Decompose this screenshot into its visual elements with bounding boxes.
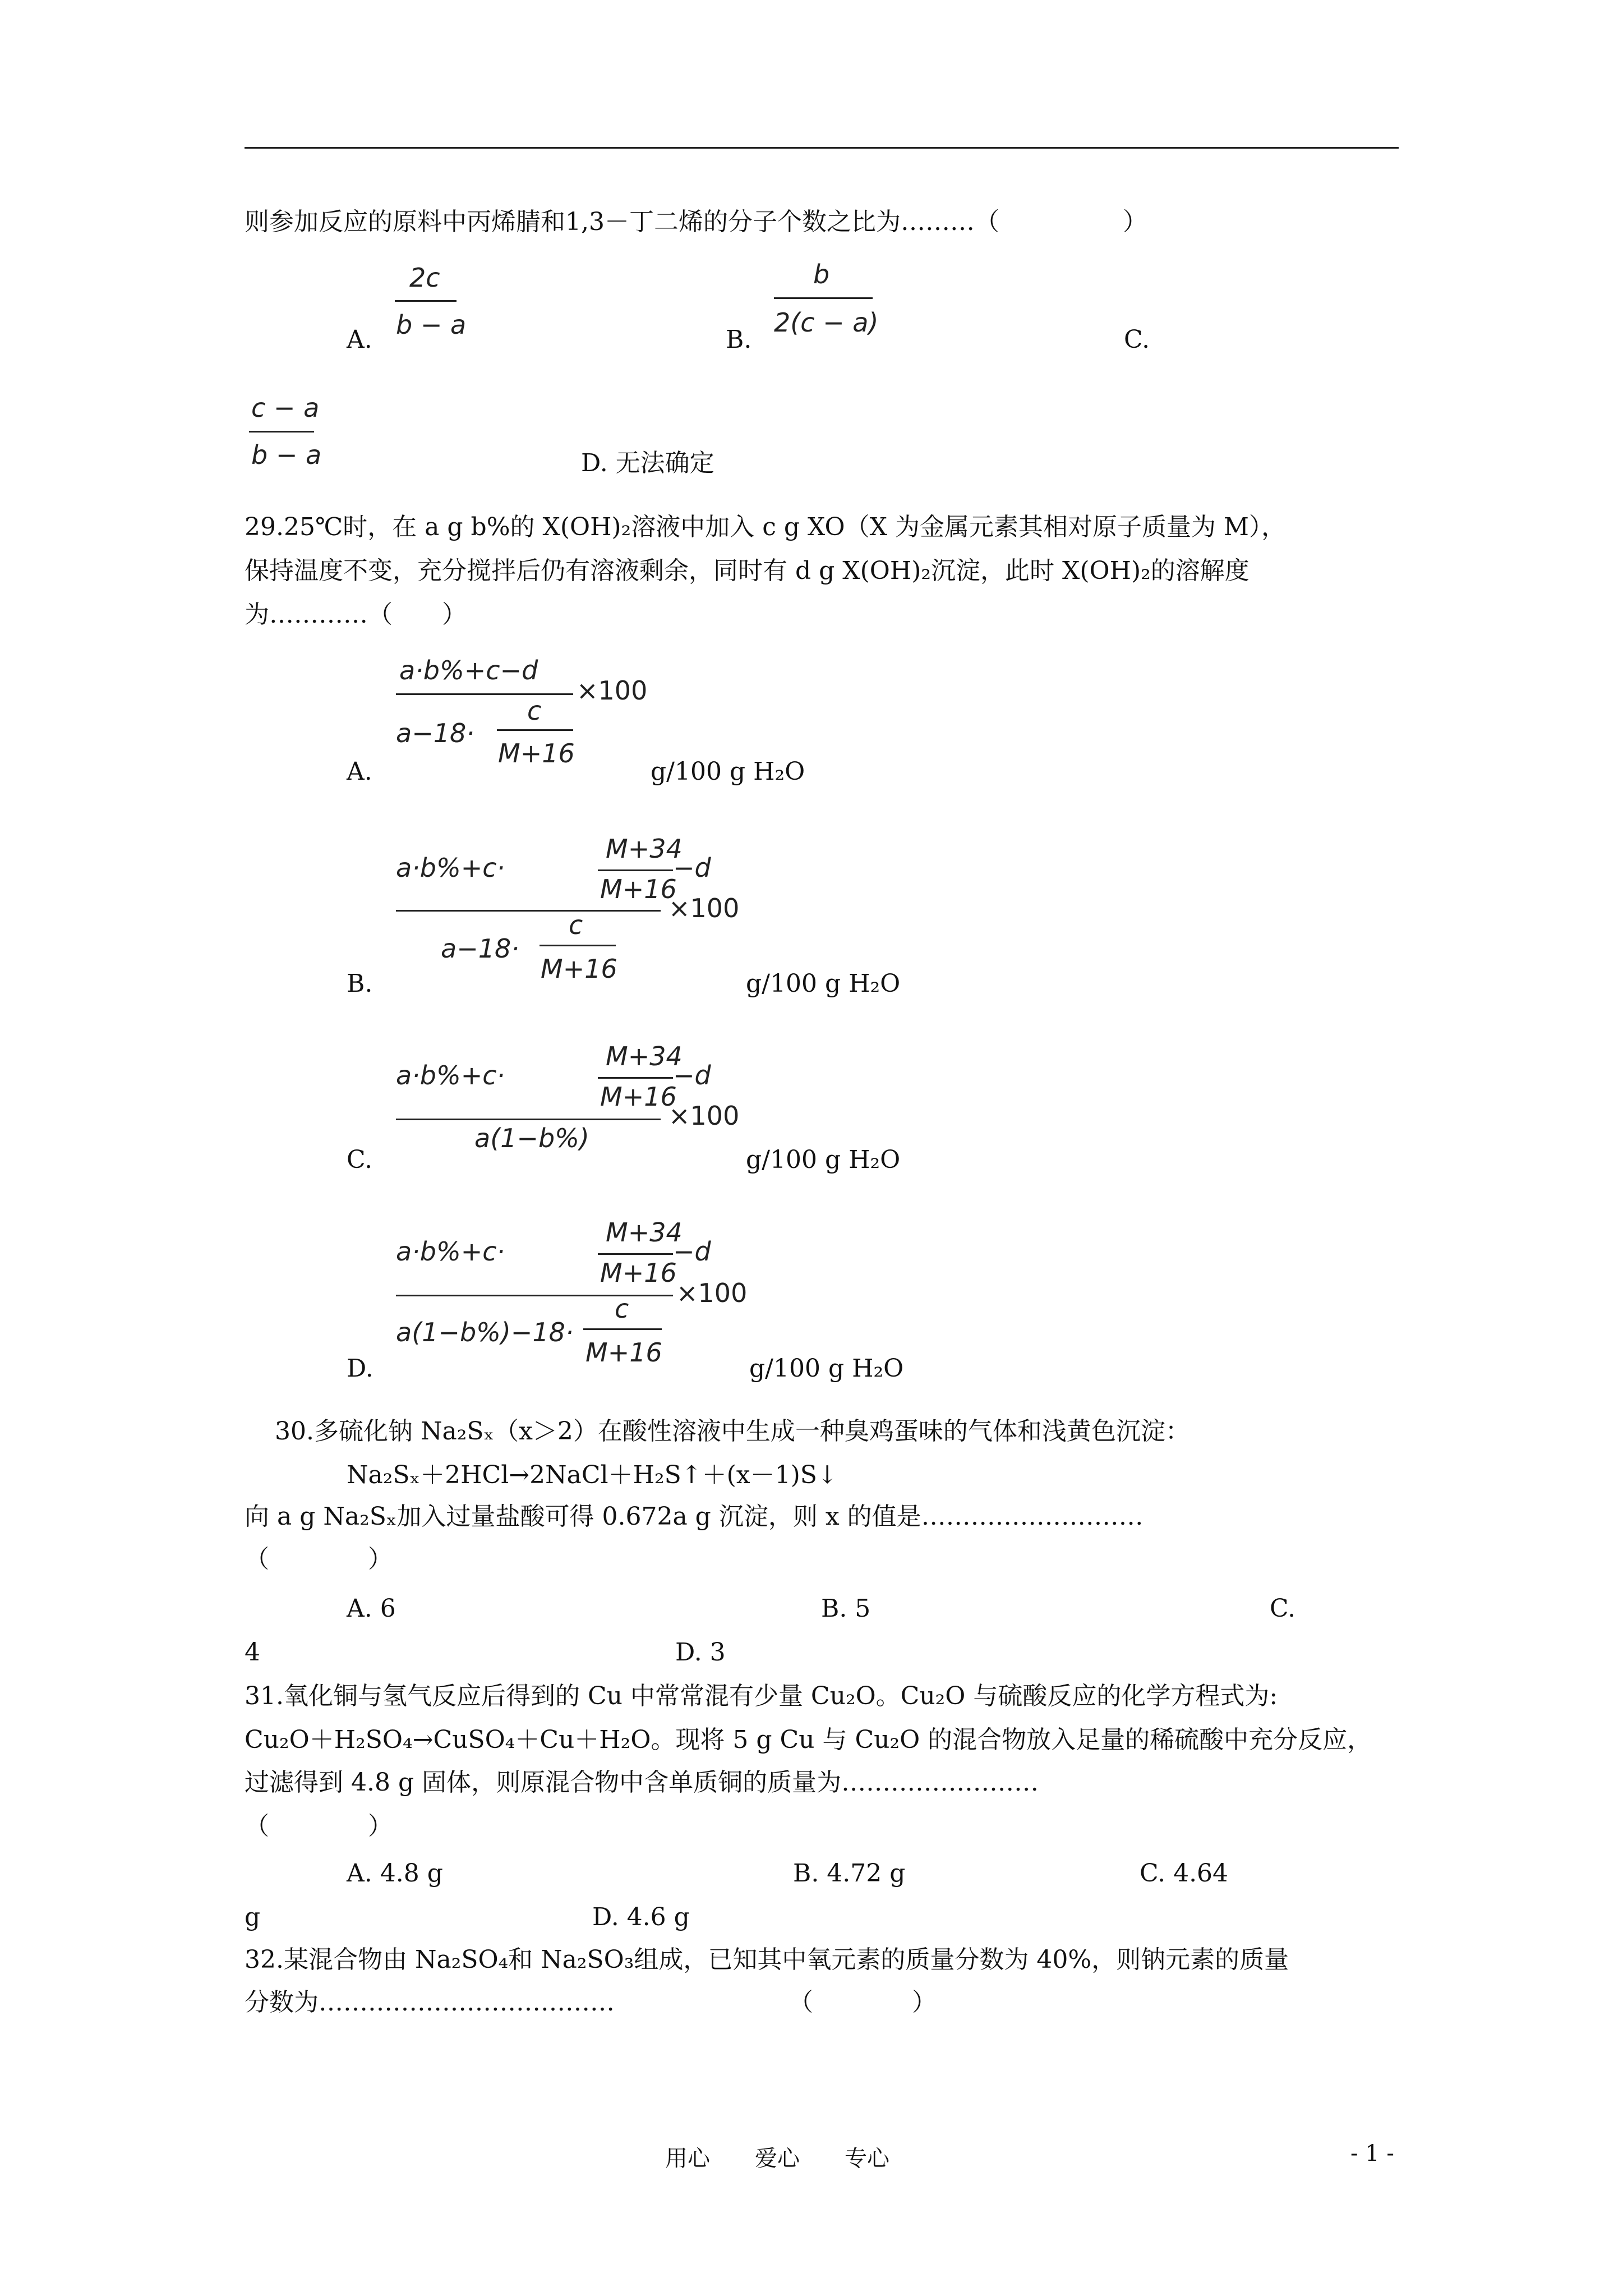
q29-option-b-mass-bar [598,869,673,871]
q29-option-c-label: C. [347,1145,373,1174]
q29-option-c-numerator-prefix: a·b%+c· [396,1060,505,1091]
q30-option-d: D. 3 [675,1638,726,1667]
q29-option-a-unit: g/100 g H₂O [651,757,805,786]
q29-option-d-inner-bar [583,1328,662,1330]
q29-option-d-inner-denominator: M+16 [585,1337,662,1368]
q31-stem-line-2: Cu₂O＋H₂SO₄→CuSO₄＋Cu＋H₂O。现将 5 g Cu 与 Cu₂O 的混合物放入足量的稀硫酸中充分反应， [245,1726,1372,1754]
q28-option-b-fraction-bar [774,297,873,299]
q31-stem-line-1: 31.氧化铜与氢气反应后得到的 Cu 中常常混有少量 Cu₂O。Cu₂O 与硫酸反应的化学方程式为: [245,1682,1278,1710]
q29-option-b-numerator-suffix: −d [673,853,711,883]
q29-option-b-inner-bar [540,945,616,946]
q29-option-b-mass-denominator: M+16 [600,874,677,904]
q31-option-c-continued: g [245,1903,261,1931]
q28-option-b-label: B. [726,325,752,354]
q28-option-c-fraction-bar [249,431,314,432]
q28-option-c-denominator: b − a [251,440,322,470]
q29-option-d-times100: ×100 [676,1278,748,1308]
q29-option-c-mass-bar [598,1077,673,1079]
q28-option-a-numerator: 2c [409,263,440,293]
q29-option-d-label: D. [347,1354,374,1383]
q29-option-d-main-bar [396,1295,673,1296]
q29-option-b-unit: g/100 g H₂O [746,969,901,998]
q32-stem-line-2: 分数为……………………………… [245,1988,615,2017]
q29-stem-line-1: 29.25℃时，在 a g b%的 X(OH)₂溶液中加入 c g XO（X 为金属元素其相对原子质量为 M）， [245,513,1286,541]
q29-option-d-numerator-suffix: −d [673,1236,711,1267]
q30-answer-paren: （ ） [245,1545,393,1573]
q28-option-a-fraction-bar [395,300,457,302]
q30-stem-line-1: 30.多硫化钠 Na₂Sₓ（x＞2）在酸性溶液中生成一种臭鸡蛋味的气体和浅黄色沉淀： [275,1417,1190,1446]
q28-option-d: D. 无法确定 [581,449,714,477]
q29-option-a-inner-bar [497,729,573,731]
intro-text: 则参加反应的原料中丙烯腈和1,3－丁二烯的分子个数之比为………（ ） [245,208,1147,236]
q29-option-a-inner-denominator: M+16 [498,738,575,769]
q28-option-c-numerator: c − a [251,393,320,423]
q32-stem-line-1: 32.某混合物由 Na₂SO₄和 Na₂SO₃组成，已知其中氧元素的质量分数为 40%，则钠元素的质量 [245,1945,1289,1974]
header-rule [245,147,1399,149]
q28-option-b-numerator: b [813,259,830,289]
page-number: - 1 - [1350,2141,1394,2166]
q30-option-c: C. [1270,1594,1296,1623]
q29-option-c-denominator: a(1−b%) [474,1123,589,1153]
q31-answer-paren: （ ） [245,1812,393,1841]
q29-option-d-inner-numerator: c [615,1294,629,1324]
q30-option-c-continued: 4 [245,1638,260,1667]
q29-option-c-mass-numerator: M+34 [606,1041,683,1071]
q29-option-d-denominator-prefix: a(1−b%)−18· [396,1317,574,1347]
q31-stem-line-3: 过滤得到 4.8 g 固体，则原混合物中含单质铜的质量为…………………… [245,1768,1039,1797]
q31-option-b: B. 4.72 g [793,1859,906,1888]
footer-motto: 用心 爱心 专心 [665,2146,889,2171]
q29-option-a-main-bar [396,693,573,695]
q29-option-d-mass-bar [598,1253,673,1255]
q29-option-b-times100: ×100 [668,893,740,923]
q30-option-b: B. 5 [821,1594,871,1623]
q29-option-a-label: A. [347,757,372,786]
q28-option-c-label: C. [1124,325,1150,354]
q30-equation: Na₂Sₓ＋2HCl→2NaCl＋H₂S↑＋(x－1)S↓ [347,1461,838,1489]
q29-option-a-inner-numerator: c [527,696,542,726]
q29-option-d-mass-numerator: M+34 [606,1217,683,1248]
q29-option-c-main-bar [396,1119,661,1120]
q29-option-d-numerator-prefix: a·b%+c· [396,1236,505,1267]
q29-option-c-times100: ×100 [668,1101,740,1131]
q29-option-a-times100: ×100 [577,675,648,706]
q31-option-d: D. 4.6 g [592,1903,690,1931]
q30-stem-line-3: 向 a g Na₂Sₓ加入过量盐酸可得 0.672a g 沉淀，则 x 的值是……………………… [245,1502,1144,1531]
q29-option-c-unit: g/100 g H₂O [746,1145,901,1174]
q29-option-d-mass-denominator: M+16 [600,1258,677,1288]
q29-option-b-mass-numerator: M+34 [606,834,683,864]
q32-answer-paren: （ ） [789,1988,937,2017]
q29-option-c-numerator-suffix: −d [673,1060,711,1091]
q29-option-b-denominator-prefix: a−18· [441,933,519,964]
q29-option-b-numerator-prefix: a·b%+c· [396,853,505,883]
q29-option-b-inner-denominator: M+16 [541,954,617,984]
q29-option-b-inner-numerator: c [569,910,583,940]
q31-option-a: A. 4.8 g [347,1859,443,1888]
q29-option-b-label: B. [347,969,373,998]
q29-option-d-unit: g/100 g H₂O [749,1354,904,1383]
q30-option-a: A. 6 [347,1594,396,1623]
q29-option-b-main-bar [396,910,661,912]
q28-option-a-denominator: b − a [396,310,467,340]
q29-option-c-mass-denominator: M+16 [600,1082,677,1112]
q31-option-c: C. 4.64 [1140,1859,1229,1888]
q29-option-a-denominator-prefix: a−18· [396,718,474,748]
q29-stem-line-3: 为…………（ ） [245,600,467,629]
q29-option-a-numerator: a·b%+c−d [399,655,538,685]
q29-stem-line-2: 保持温度不变，充分搅拌后仍有溶液剩余，同时有 d g X(OH)₂沉淀，此时 X(OH)₂的溶解度 [245,556,1249,585]
q28-option-b-denominator: 2(c − a) [774,307,879,338]
q28-option-a-label: A. [347,325,372,354]
